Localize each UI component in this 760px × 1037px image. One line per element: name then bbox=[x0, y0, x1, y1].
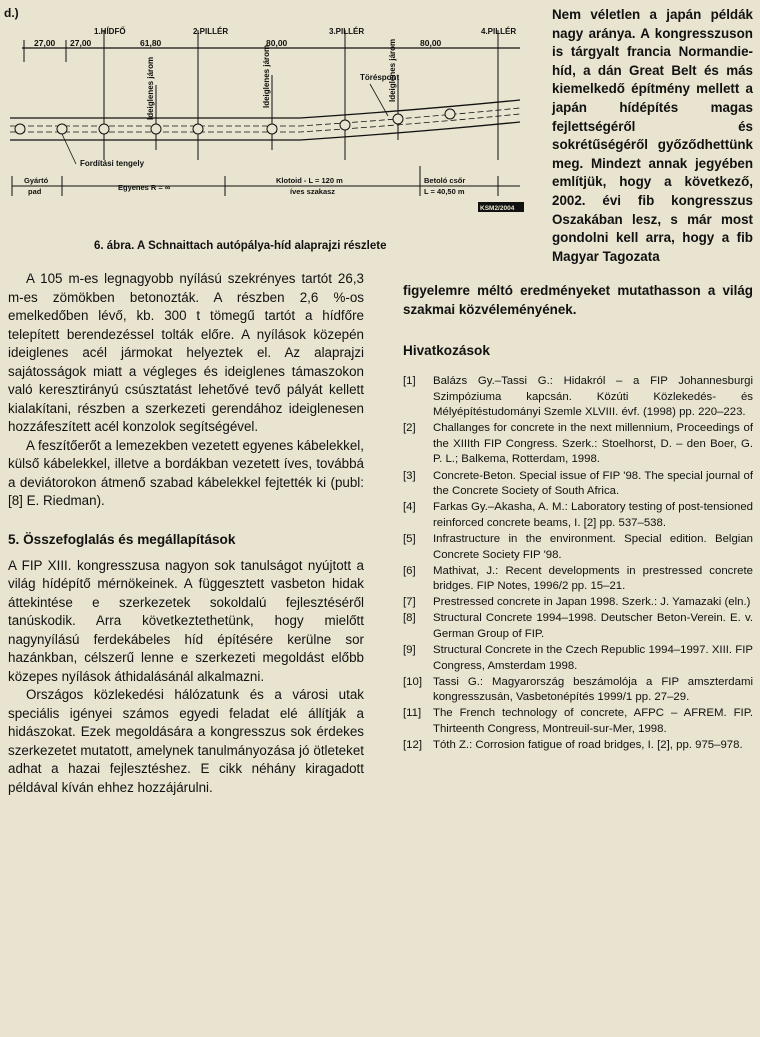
betolo-label-1: Betoló csőr bbox=[424, 176, 466, 185]
reference-list bbox=[403, 374, 753, 754]
figure-stamp: KSM2/2004 bbox=[480, 205, 515, 212]
reference-item bbox=[403, 421, 753, 468]
reference-number: [10] bbox=[403, 675, 422, 688]
support-label-1: 1.HÍDFŐ bbox=[94, 27, 126, 36]
bridge-plan-figure bbox=[0, 0, 540, 235]
span-dim-2: 27,00 bbox=[70, 38, 92, 48]
gyarto-pad-label-1: Gyártó bbox=[24, 176, 49, 185]
span-dim-3: 61,80 bbox=[140, 38, 162, 48]
right-top-text: Nem véletlen a japán példák nagy aránya. A kongresszuson is tárgyalt francia Normandie-híd, a dán Great Belt és más kiemelkedő építmény mellett a japán hídépítés magas fejlettségéről és sokrétűségéről győződhettünk meg. Mindezt annak jegyében említjük, hogy a következő, 2002. évi fib kongresszus Oszakában lesz, s már most gondolni kell arra, hogy a fib Magyar Tagozata bbox=[552, 7, 753, 264]
references bbox=[403, 343, 753, 754]
left-paragraph-3: A FIP XIII. kongresszusa nagyon sok tanulságot nyújtott a világ hídépítő mérnökeinek. A függesztett vasbeton hidak áttekintése e szerkezetek sokoldalú fejlesztéséről tanúskodik. Arra következtethetünk, hogy mielőtt nagynyílású ferdekábeles híd építésére kerülne sor hazánkban, célszerű lenne e szerkezeti megoldást előbb közepes nyílások áthidalásánál alkalmazni. bbox=[8, 557, 364, 684]
reference-item bbox=[403, 532, 753, 563]
left-column bbox=[8, 270, 364, 797]
breakpoint-label: Töréspont bbox=[360, 73, 400, 82]
reference-text: Infrastructure in the environment. Special edition. Belgian Concrete Society FIP '98. bbox=[433, 532, 753, 561]
reference-text: Structural Concrete 1994–1998. Deutscher Beton-Verein. E. v. German Group of FIP. bbox=[433, 612, 753, 640]
left-paragraph-2: A feszítőerőt a lemezekben vezetett egyenes kábelekkel, külső kábelekkel, illetve a bordákban vezetett íves, továbbá a deviátorokon átmenő szabad kábelekkel fejtették ki (publ: [8] E. Riedman). bbox=[8, 437, 364, 508]
reference-item bbox=[403, 675, 753, 706]
reference-text: Prestressed concrete in Japan 1998. Szerk.: J. Yamazaki (eln.) bbox=[433, 596, 751, 609]
reference-number: [6] bbox=[403, 564, 416, 577]
left-paragraph-1: A 105 m-es legnagyobb nyílású szekrényes tartót 26,3 m-es zömökben betonozták. A részben 2,6 %-os emelkedőben lévő, kb. 300 t tömegű tartót a hídfőre telepített berendezéssel tolták előre. A nyílások közepén ideiglenes acél jármokat helyeztek el. Az alaprajzi sajátosságok miatt a végleges és ideiglenes támaszokon való keresztirányú csúsztatást lehetővé tevő pályát kellett kialakítani, részben a szerkezeti gerendához ideiglenesen hozzáfeszített acél konzolok segítségével. bbox=[8, 271, 364, 434]
temp-support-label-1: Ideiglenes járom bbox=[146, 56, 155, 120]
reference-text: Mathivat, J.: Recent developments in prestressed concrete bridges. FIP Notes, 1996/2 pp. 15–21. bbox=[433, 564, 753, 593]
reference-text: Challanges for concrete in the next millennium, Proceedings of the XIIIth FIP Congress. Szerk.: Stoelhorst, D. – den Boer, G. P. L.; Balkema, Rotterdam, 1998. bbox=[433, 422, 753, 466]
reference-item bbox=[403, 374, 753, 421]
betolo-label-2: L = 40,50 m bbox=[424, 187, 465, 196]
reference-text: Structural Concrete in the Czech Republic 1994–1997. XIII. FIP Congress, Amsterdam 1998. bbox=[433, 644, 753, 672]
support-label-4: 4.PILLÉR bbox=[481, 27, 517, 36]
reference-number: [2] bbox=[403, 422, 416, 435]
reference-item bbox=[403, 706, 753, 737]
reference-number: [8] bbox=[403, 612, 416, 625]
reference-text: Farkas Gy.–Akasha, A. M.: Laboratory testing of post-tensioned reinforced concrete beams, I. [2] pp. 537–538. bbox=[433, 501, 753, 529]
reference-item bbox=[403, 738, 753, 754]
section-heading: 5. Összefoglalás és megállapítások bbox=[8, 531, 236, 547]
references-heading: Hivatkozások bbox=[403, 343, 490, 358]
gyarto-pad-label-2: pad bbox=[28, 187, 42, 196]
reference-item bbox=[403, 500, 753, 531]
rotation-axis-label: Fordítási tengely bbox=[80, 159, 145, 168]
reference-item bbox=[403, 564, 753, 595]
span-dim-4: 80,00 bbox=[266, 38, 288, 48]
reference-number: [3] bbox=[403, 469, 416, 482]
egyenes-label: Egyenes R = ∞ bbox=[118, 183, 171, 192]
reference-item bbox=[403, 469, 753, 500]
figure-caption: 6. ábra. A Schnaittach autópálya-híd alaprajzi részlete bbox=[94, 240, 387, 252]
support-label-3: 3.PILLÉR bbox=[329, 27, 365, 36]
left-paragraph-4: Országos közlekedési hálózatunk és a városi utak speciális igényei számos egyedi feladat elé állítják a hidászokat. Ezek megoldására a kongresszus sok érdekes szerkezetet mutatott, amelynek tanulmányozása jó ötleteket adhat a hazai fejlesztéshez. E cikk néhány kiragadott példával kíván ehhez hozzájárulni. bbox=[8, 687, 364, 795]
klotoid-label-2: íves szakasz bbox=[290, 187, 336, 196]
reference-number: [12] bbox=[403, 739, 422, 752]
reference-number: [7] bbox=[403, 596, 416, 609]
temp-support-label-3: Ideiglenes járom bbox=[388, 38, 397, 102]
bridge-plan-drawing bbox=[0, 0, 540, 235]
right-cont-text: figyelemre méltó eredményeket mutathasson a világ szakmai közvéleményének. bbox=[403, 283, 753, 317]
panel-label: d.) bbox=[4, 6, 19, 20]
reference-item bbox=[403, 643, 753, 674]
klotoid-label-1: Klotoid - L = 120 m bbox=[276, 176, 343, 185]
reference-text: Balázs Gy.–Tassi G.: Hidakról – a FIP Johannesburgi Szimpóziuma kapcsán. Közúti Közlekedés- és Mélyépítéstudományi Szemle XLVIII. évf. (1998) pp. 220–223. bbox=[433, 375, 753, 419]
reference-text: The French technology of concrete, AFPC – AFREM. FIP. Thirteenth Congress, Montreuil-sur-Mer, 1998. bbox=[433, 707, 753, 736]
reference-text: Tassi G.: Magyarország beszámolója a FIP amszterdami kongresszusán, Vasbetonépítés 1999/1 pp. 27–29. bbox=[433, 675, 753, 704]
support-label-2: 2.PILLÉR bbox=[193, 27, 229, 36]
reference-text: Tóth Z.: Corrosion fatigue of road bridges, I. [2], pp. 975–978. bbox=[433, 739, 743, 752]
reference-number: [9] bbox=[403, 644, 416, 657]
reference-number: [1] bbox=[403, 375, 416, 387]
span-dim-1: 27,00 bbox=[34, 38, 56, 48]
reference-item bbox=[403, 611, 753, 642]
reference-number: [11] bbox=[403, 707, 422, 720]
reference-number: [5] bbox=[403, 532, 416, 545]
reference-item bbox=[403, 595, 753, 611]
temp-support-label-2: Ideiglenes járom bbox=[262, 44, 271, 108]
span-dim-5: 80,00 bbox=[420, 38, 442, 48]
reference-number: [4] bbox=[403, 501, 416, 514]
reference-text: Concrete-Beton. Special issue of FIP '98. The special journal of the Concrete Society of South Africa. bbox=[433, 469, 753, 498]
